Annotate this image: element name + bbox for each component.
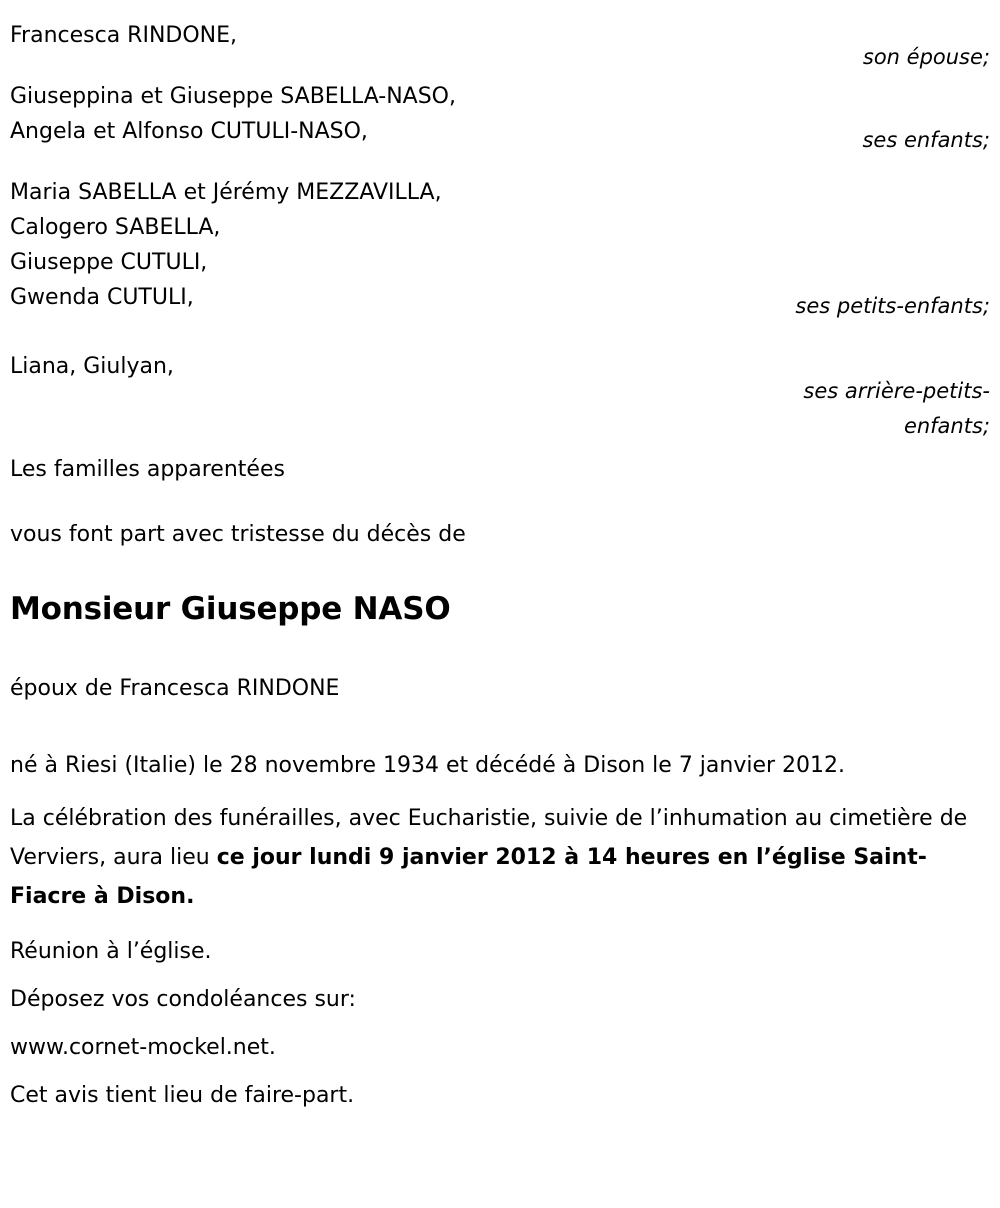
relation-label-grandchildren: ses petits-enfants; bbox=[795, 294, 990, 318]
name-line: Angela et Alfonso CUTULI-NASO, bbox=[10, 119, 368, 144]
birth-death-paragraph: né à Riesi (Italie) le 28 novembre 1934 et décédé à Dison le 7 janvier 2012. bbox=[10, 753, 846, 778]
spacer-before-name bbox=[10, 552, 990, 589]
name-line: Gwenda CUTULI, bbox=[10, 285, 194, 310]
spacer-before-gathering bbox=[10, 916, 990, 928]
name-line: Maria SABELLA et Jérémy MEZZAVILLA, bbox=[10, 180, 442, 205]
condolences-label: Déposez vos condoléances sur: bbox=[10, 987, 356, 1012]
names-group-great-grandchildren bbox=[10, 349, 650, 384]
spacer-top bbox=[10, 0, 990, 18]
relation-label-children: ses enfants; bbox=[862, 128, 990, 152]
name-line: Liana, Giulyan, bbox=[10, 354, 174, 379]
funeral-paragraph bbox=[10, 799, 992, 916]
spacer-before-spouse-line bbox=[10, 629, 990, 671]
funeral-text-normal: La célébration des funérailles, avec Eucharistie, suivie de l’inhumation au cimetière de Verviers, aura lieu bbox=[10, 806, 968, 870]
deceased-name-heading: Monsieur Giuseppe NASO bbox=[10, 591, 451, 627]
name-line: Calogero SABELLA, bbox=[10, 215, 221, 240]
name-line: Giuseppina et Giuseppe SABELLA-NASO, bbox=[10, 84, 456, 109]
spacer-before-announce bbox=[10, 487, 990, 517]
relation-block-children bbox=[10, 79, 990, 152]
name-line: Giuseppe CUTULI, bbox=[10, 250, 208, 275]
relation-label-great-grandchildren: ses arrière-petits-enfants; bbox=[803, 379, 990, 438]
spacer-before-dates bbox=[10, 706, 990, 746]
families-line: Les familles apparentées bbox=[10, 457, 285, 482]
relation-label-spouse: son épouse; bbox=[862, 45, 990, 69]
names-group-grandchildren bbox=[10, 175, 650, 315]
spacer-before-funeral bbox=[10, 785, 990, 799]
name-line: Francesca RINDONE, bbox=[10, 23, 238, 48]
announce-line: vous font part avec tristesse du décès de bbox=[10, 522, 466, 547]
relation-block-spouse bbox=[10, 18, 990, 69]
names-group-children bbox=[10, 79, 650, 149]
closing-line: Cet avis tient lieu de faire-part. bbox=[10, 1083, 355, 1108]
condolences-website[interactable]: www.cornet-mockel.net. bbox=[10, 1035, 276, 1060]
relation-block-grandchildren bbox=[10, 175, 990, 318]
spouse-of-line: époux de Francesca RINDONE bbox=[10, 676, 340, 701]
names-group-spouse bbox=[10, 18, 650, 53]
gathering-line: Réunion à l’église. bbox=[10, 939, 212, 964]
relation-block-great-grandchildren bbox=[10, 349, 990, 438]
funeral-text-bold: ce jour lundi 9 janvier 2012 à 14 heures en l’église Saint-Fiacre à Dison. bbox=[10, 845, 927, 909]
